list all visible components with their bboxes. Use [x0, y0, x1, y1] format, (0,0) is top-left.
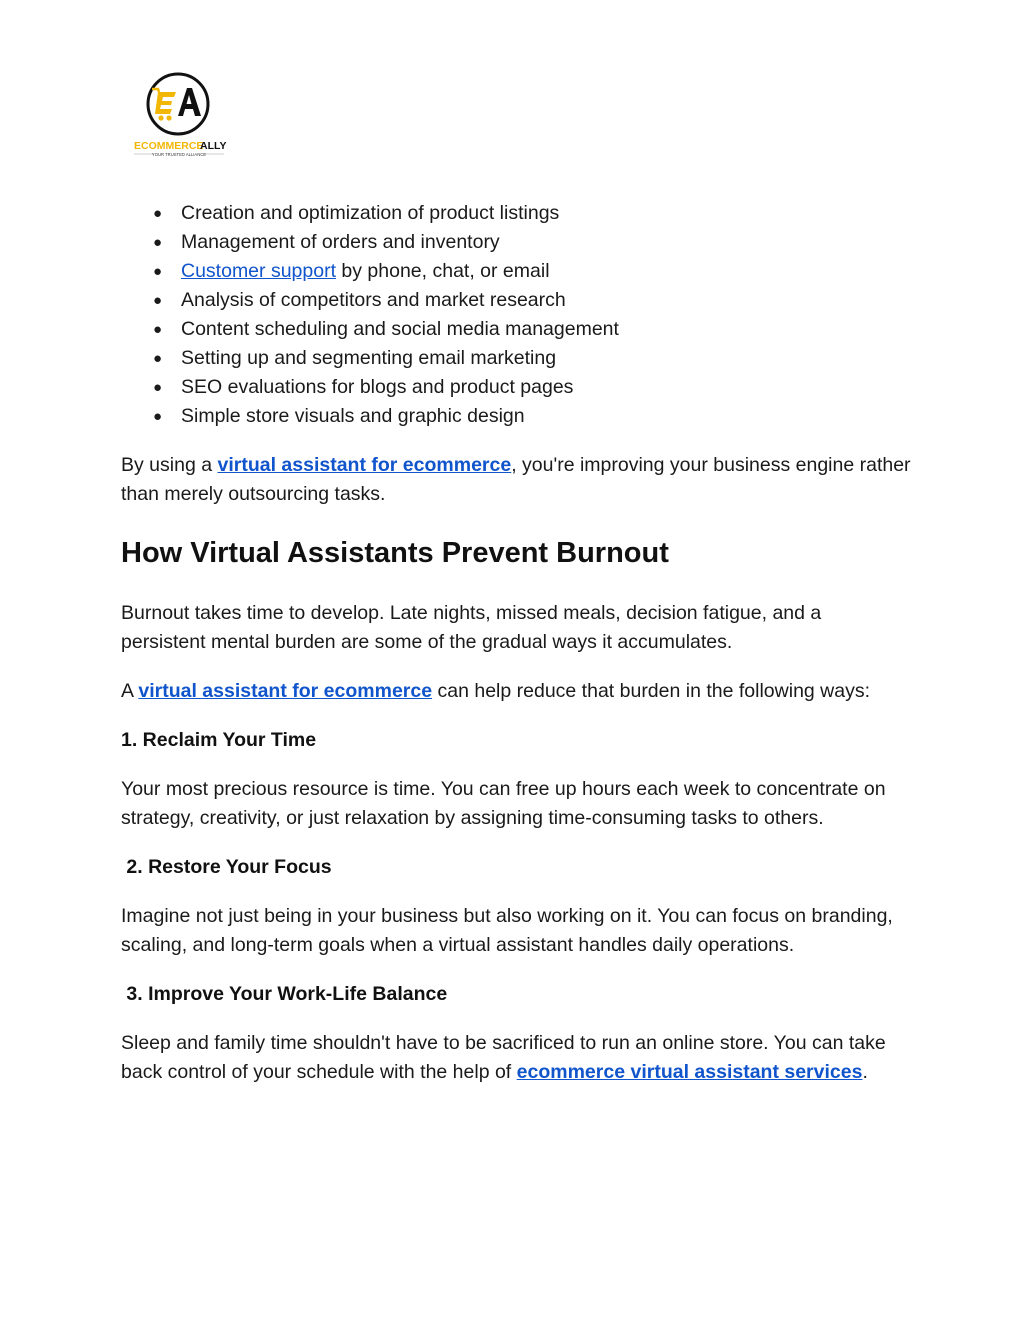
list-item-text: Content scheduling and social media management: [181, 318, 619, 340]
list-item: [121, 344, 911, 373]
bullet-icon: ●: [153, 408, 163, 425]
reclaim-time-paragraph: Your most precious resource is time. You can free up hours each week to concentrate on strategy, creativity, or just relaxation by assigning time-consuming tasks to others.: [121, 778, 886, 829]
work-life-balance-paragraph: [121, 1029, 911, 1087]
bullet-icon: ●: [153, 234, 163, 251]
subheading-restore-focus: 2. Restore Your Focus: [121, 856, 332, 878]
intro-text-after: , you're improving your business engine rather than merely outsourcing tasks.: [121, 454, 911, 505]
subheading-reclaim-time: 1. Reclaim Your Time: [121, 729, 317, 751]
list-item: [121, 228, 911, 257]
list-item: [121, 257, 911, 286]
reduce-text-before: A: [121, 680, 139, 702]
list-item: [121, 199, 911, 228]
virtual-assistant-link[interactable]: virtual assistant for ecommerce: [217, 454, 512, 476]
bullet-icon: ●: [153, 350, 163, 367]
list-item-text: by phone, chat, or email: [335, 260, 550, 282]
bullet-icon: ●: [153, 321, 163, 338]
list-item: [121, 373, 911, 402]
subheading-work-life-balance: 3. Improve Your Work-Life Balance: [121, 983, 448, 1005]
intro-paragraph: [121, 451, 911, 509]
balance-text-after: .: [862, 1061, 868, 1083]
virtual-assistant-link-2[interactable]: virtual assistant for ecommerce: [138, 680, 433, 702]
list-item-text: Setting up and segmenting email marketing: [181, 347, 557, 369]
bullet-icon: ●: [153, 379, 163, 396]
balance-text-before: Sleep and family time shouldn't have to be sacrificed to run an online store. You can take back control of your schedule with the help of: [121, 1032, 886, 1083]
logo-mark: [128, 70, 230, 162]
ecommerce-ally-logo: [128, 70, 230, 162]
intro-text-before: By using a: [121, 454, 218, 476]
ecommerce-va-services-link[interactable]: ecommerce virtual assistant services: [516, 1061, 863, 1083]
reduce-text-after: can help reduce that burden in the following ways:: [432, 680, 871, 702]
restore-focus-paragraph: Imagine not just being in your business but also working on it. You can focus on branding, scaling, and long-term goals when a virtual assistant handles daily operations.: [121, 905, 893, 956]
logo-brand-word-1: ECOMMERCE: [134, 140, 204, 152]
reduce-burden-paragraph: [121, 677, 911, 706]
bullet-icon: ●: [153, 205, 163, 222]
logo-tagline: YOUR TRUSTED ALLIANCE: [151, 152, 207, 157]
burnout-paragraph: Burnout takes time to develop. Late nights, missed meals, decision fatigue, and a persistent mental burden are some of the gradual ways it accumulates.: [121, 602, 822, 653]
list-item: [121, 286, 911, 315]
list-item-text: Management of orders and inventory: [181, 231, 500, 253]
document-body: [121, 199, 911, 1087]
section-heading: How Virtual Assistants Prevent Burnout: [121, 537, 669, 569]
list-item-text: Creation and optimization of product listings: [181, 202, 560, 224]
bullet-icon: ●: [153, 263, 163, 280]
bullet-icon: ●: [153, 292, 163, 309]
services-list: [121, 199, 911, 431]
list-item-text: SEO evaluations for blogs and product pages: [181, 376, 574, 398]
list-item: [121, 402, 911, 431]
list-item: [121, 315, 911, 344]
logo-brand-word-2: ALLY: [200, 140, 227, 152]
list-item-text: Analysis of competitors and market research: [181, 289, 566, 311]
list-item-text: Simple store visuals and graphic design: [181, 405, 525, 427]
customer-support-link[interactable]: Customer support: [181, 260, 336, 282]
